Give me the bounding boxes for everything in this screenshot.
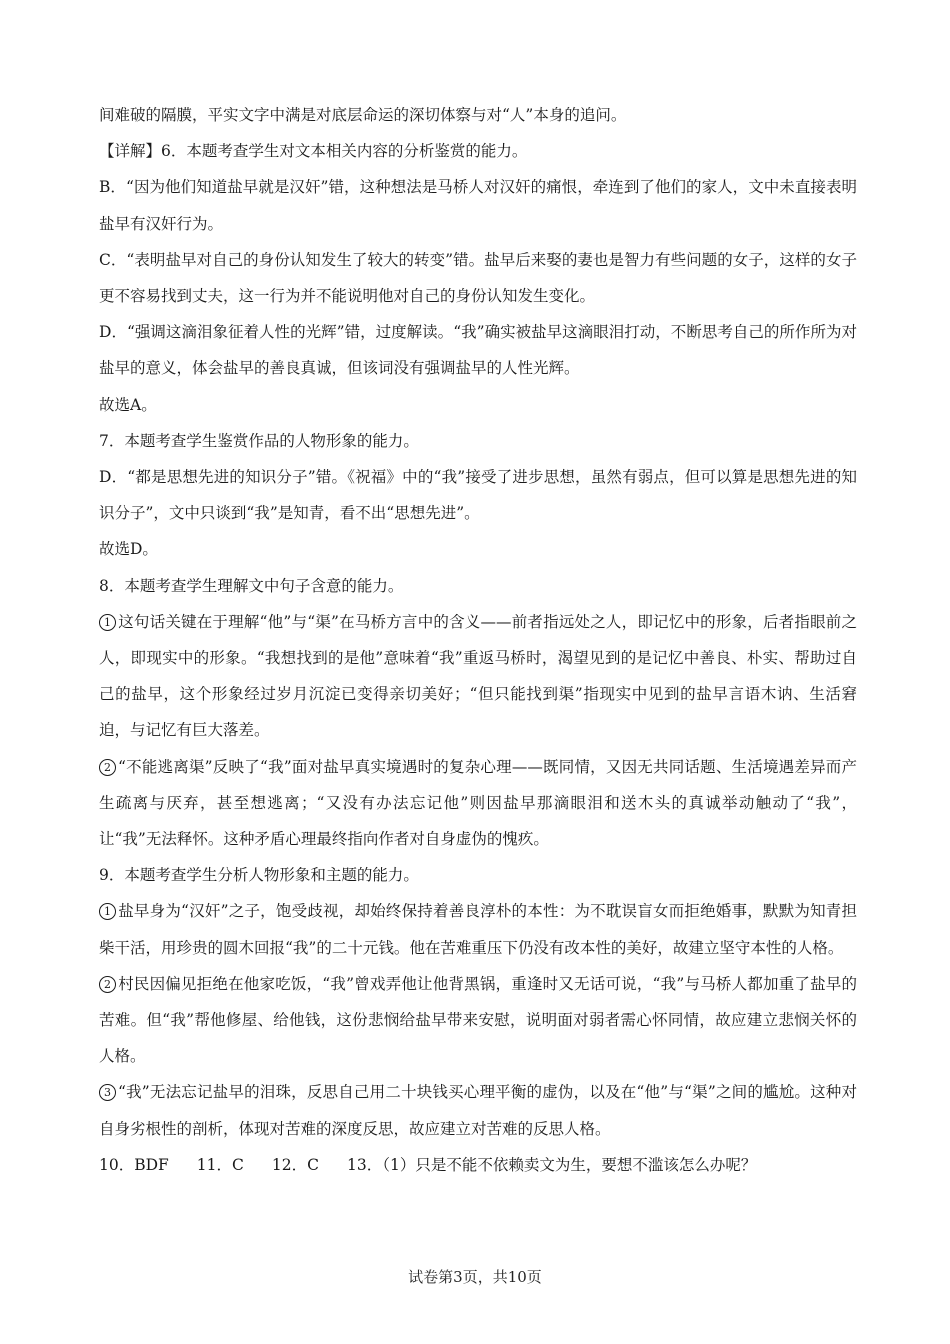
circled-number: 1: [99, 614, 116, 631]
circled-number: 1: [99, 903, 116, 920]
paragraph: 2 村民因偏见拒绝在他家吃饭，“我”曾戏弄他让他背黑锅，重逢时又无话可说，“我”与马桥人都加重了盐早的苦难。但“我”帮他修屋、给他钱，这份悲悯给盐早带来安慰，说明面对弱者需心怀同情，故应建立悲悯关怀的人格。: [99, 974, 857, 1066]
paragraph: C．“表明盐早对自己的身份认知发生了较大的转变”错。盐早后来娶的妻也是智力有些问题的女子，这样的女子更不容易找到丈夫，这一行为并不能说明他对自己的身份认知发生变化。: [99, 250, 857, 306]
paragraph: 【详解】6．本题考查学生对文本相关内容的分析鉴赏的能力。: [99, 142, 528, 161]
answer-10: 10．BDF: [99, 1155, 169, 1174]
paragraph: 故选A。: [99, 395, 157, 414]
page-footer: 试卷第3页，共10页: [408, 1268, 542, 1286]
paragraph: 8．本题考查学生理解文中句子含意的能力。: [99, 576, 404, 595]
paragraph: B．“因为他们知道盐早就是汉奸”错，这种想法是马桥人对汉奸的痛恨，牵连到了他们的家人，文中未直接表明盐早有汉奸行为。: [99, 178, 857, 233]
answer-13: 13．（1）只是不能不依赖卖文为生，要想不滥该怎么办呢？: [346, 1155, 757, 1174]
paragraph: 3 “我”无法忘记盐早的泪珠，反思自己用二十块钱买心理平衡的虚伪，以及在“他”与“渠”之间的尴尬。这种对自身劣根性的剖析，体现对苦难的深度反思，故应建立对苦难的反思人格。: [99, 1083, 857, 1138]
circled-number: 3: [99, 1084, 116, 1101]
paragraph: 7．本题考查学生鉴赏作品的人物形象的能力。: [99, 431, 419, 450]
answer-key-line: [99, 1147, 857, 1183]
answer-12: 12．C: [271, 1155, 319, 1174]
answer-11: 11．C: [196, 1155, 244, 1174]
paragraph: D．“强调这滴泪象征着人性的光辉”错，过度解读。“我”确实被盐早这滴眼泪打动，不断思考自己的所作所为对盐早的意义，体会盐早的善良真诚，但该词没有强调盐早的人性光辉。: [99, 323, 857, 378]
paragraph: 2 “不能逃离渠”反映了“我”面对盐早真实境遇时的复杂心理——既同情，又因无共同话题、生活境遇差异而产生疏离与厌弃，甚至想逃离；“又没有办法忘记他”则因盐早那滴眼泪和送木头的真诚举动触动了“我”，让“我”无法释怀。这种矛盾心理最终指向作者对自身虚伪的愧疚。: [99, 757, 857, 849]
answer-explanations: [99, 97, 857, 1183]
paragraph: 1 盐早身为“汉奸”之子，饱受歧视，却始终保持着善良淳朴的本性：为不耽误盲女而拒绝婚事，默默为知青担柴干活，用珍贵的圆木回报“我”的二十元钱。他在苦难重压下仍没有改本性的美好，故建立坚守本性的人格。: [99, 902, 857, 957]
paragraph: 9．本题考查学生分析人物形象和主题的能力。: [99, 866, 419, 885]
circled-number: 2: [99, 759, 116, 776]
circled-number: 2: [99, 976, 116, 993]
paragraph: 故选D。: [99, 540, 158, 559]
paragraph: D．“都是思想先进的知识分子”错。《祝福》中的“我”接受了进步思想，虽然有弱点，但可以算是思想先进的知识分子”，文中只谈到“我”是知青，看不出“思想先进”。: [99, 468, 857, 523]
paragraph: 1 这句话关键在于理解“他”与“渠”在马桥方言中的含义——前者指远处之人，即记忆中的形象，后者指眼前之人，即现实中的形象。“我想找到的是他”意味着“我”重返马桥时，渴望见到的是记忆中善良、朴实、帮助过自己的盐早，这个形象经过岁月沉淀已变得亲切美好；“但只能找到渠”指现实中见到的盐早言语木讷、生活窘迫，与记忆有巨大落差。: [99, 612, 857, 740]
paragraph: 间难破的隔膜，平实文字中满是对底层命运的深切体察与对“人”本身的追问。: [99, 106, 627, 124]
